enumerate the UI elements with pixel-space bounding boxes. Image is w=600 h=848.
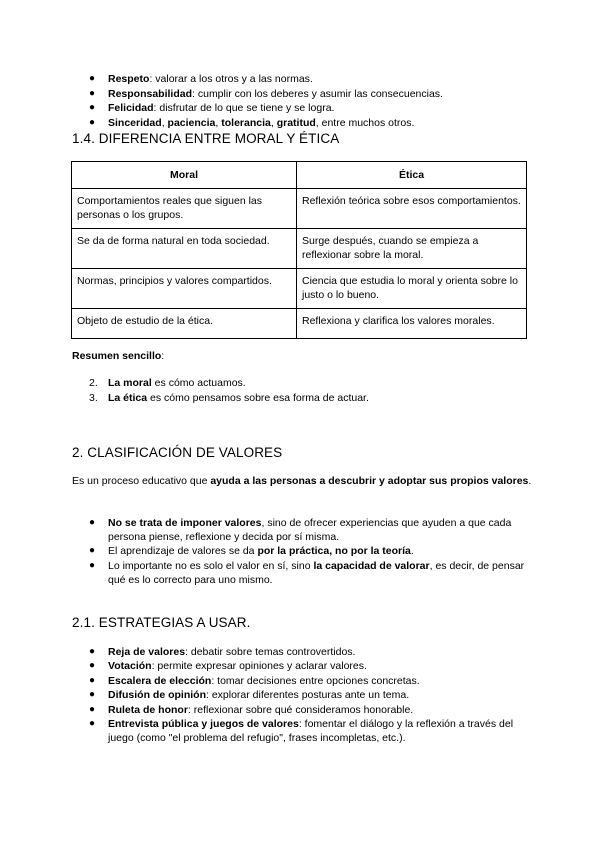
bullet-icon: ● (89, 88, 96, 99)
list-item: 2. La moral es cómo actuamos. (89, 377, 246, 389)
list-item: ● Entrevista pública y juegos de valores: fomentar el diálogo y la reflexión a través del juego (como "el problema del refugio", frases incompletas, etc.). (89, 718, 514, 744)
list-item: ● Escalera de elección: tomar decisiones entre opciones concretas. (89, 675, 420, 687)
table-cell: Se da de forma natural en toda sociedad. (72, 229, 297, 269)
table-cell: Normas, principios y valores compartidos. (72, 269, 297, 309)
table-cell: Reflexiona y clarifica los valores morales. (297, 309, 527, 339)
bullet-icon: ● (89, 117, 96, 128)
list-item: ● Lo importante no es solo el valor en sí, sino la capacidad de valorar, es decir, de pensar qué es lo correcto para uno mismo. (89, 560, 525, 586)
table-header-row (72, 162, 527, 189)
list-item: ● No se trata de imponer valores, sino de ofrecer experiencias que ayuden a que cada persona piense, reflexione y decida por sí misma. (89, 517, 512, 543)
list-item: ● El aprendizaje de valores se da por la práctica, no por la teoría. (89, 545, 414, 557)
table-cell: Surge después, cuando se empieza a reflexionar sobre la moral. (297, 229, 527, 269)
table-header-etica: Ética (297, 162, 527, 189)
list-item: ● Respeto: valorar a los otros y a las normas. (89, 73, 313, 85)
bullet-icon: ● (89, 675, 96, 686)
bullet-icon: ● (89, 704, 96, 715)
table-header-moral: Moral (72, 162, 297, 189)
bullet-icon: ● (89, 102, 96, 113)
bullet-icon: ● (89, 689, 96, 700)
list-item: ● Difusión de opinión: explorar diferentes posturas ante un tema. (89, 689, 410, 701)
bullet-icon: ● (89, 718, 96, 729)
moral-etica-table (71, 161, 527, 339)
section-heading-2-1: 2.1. ESTRATEGIAS A USAR. (72, 615, 251, 630)
table-cell: Reflexión teórica sobre esos comportamientos. (297, 189, 527, 229)
table-row (72, 309, 527, 339)
section-heading-1-4: 1.4. DIFERENCIA ENTRE MORAL Y ÉTICA (72, 131, 340, 146)
table-cell: Ciencia que estudia lo moral y orienta sobre lo justo o lo bueno. (297, 269, 527, 309)
list-item: ● Felicidad: disfrutar de lo que se tiene y se logra. (89, 102, 335, 114)
section-heading-2: 2. CLASIFICACIÓN DE VALORES (72, 445, 283, 460)
bullet-icon: ● (89, 545, 96, 556)
list-item: 3. La ética es cómo pensamos sobre esa forma de actuar. (89, 392, 369, 404)
bullet-icon: ● (89, 517, 96, 528)
bullet-icon: ● (89, 73, 96, 84)
list-item: ● Ruleta de honor: reflexionar sobre qué consideramos honorable. (89, 704, 414, 716)
table-cell: Objeto de estudio de la ética. (72, 309, 297, 339)
summary-label: Resumen sencillo: (72, 350, 165, 362)
table-row (72, 229, 527, 269)
list-item: ● Responsabilidad: cumplir con los deberes y asumir las consecuencias. (89, 88, 443, 100)
table-row (72, 189, 527, 229)
list-item: ● Votación: permite expresar opiniones y aclarar valores. (89, 660, 367, 672)
bullet-icon: ● (89, 560, 96, 571)
table-row (72, 269, 527, 309)
bullet-icon: ● (89, 646, 96, 657)
table-cell: Comportamientos reales que siguen las personas o los grupos. (72, 189, 297, 229)
section-2-intro: Es un proceso educativo que ayuda a las personas a descubrir y adoptar sus propios valores. (72, 475, 532, 487)
list-item: ● Sinceridad, paciencia, tolerancia, gratitud, entre muchos otros. (89, 117, 415, 129)
list-item: ● Reja de valores: debatir sobre temas controvertidos. (89, 646, 356, 658)
bullet-icon: ● (89, 660, 96, 671)
